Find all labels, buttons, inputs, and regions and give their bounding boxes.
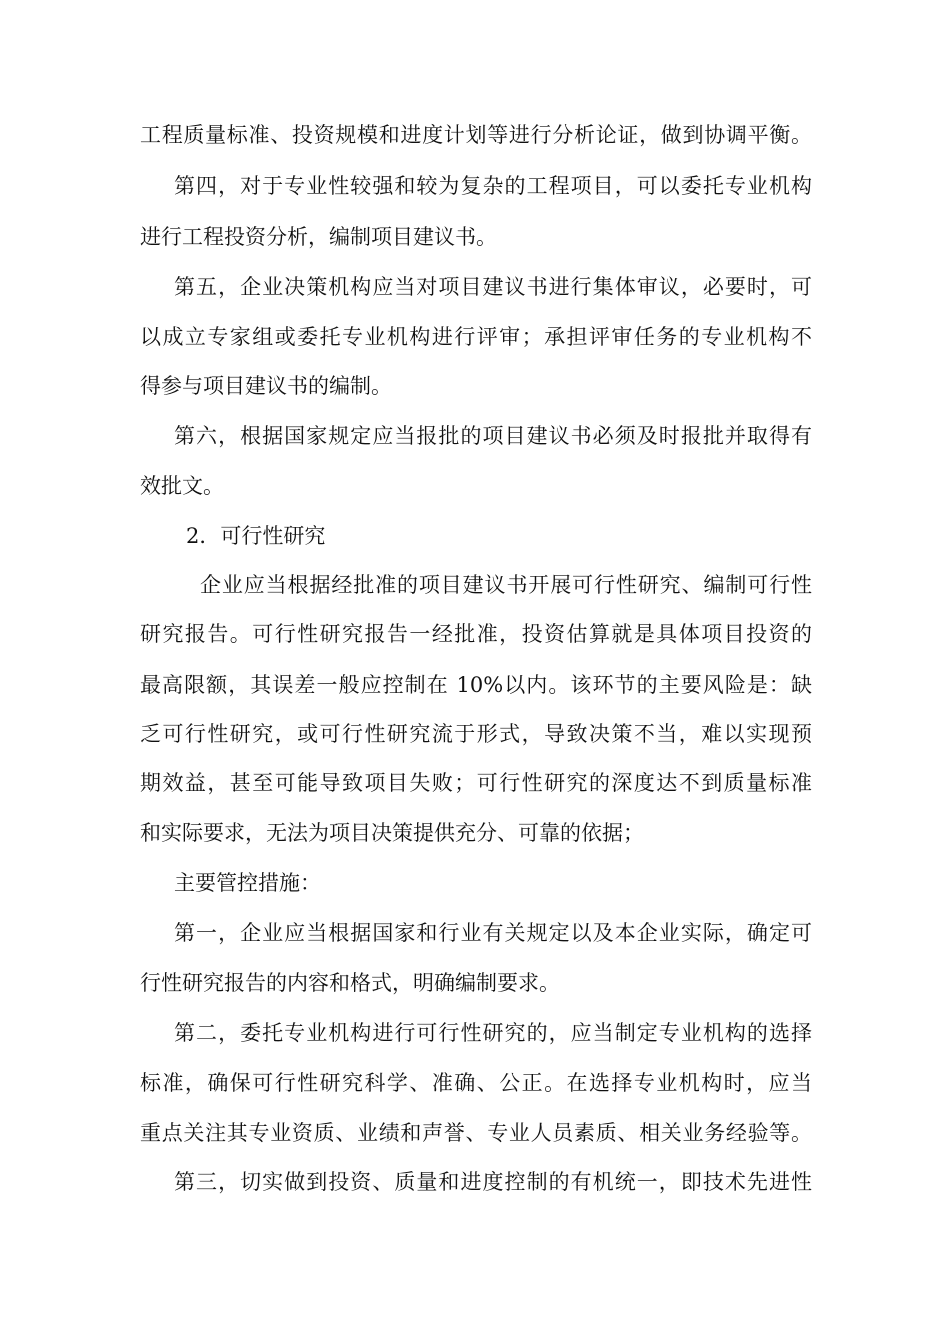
text-line: 进行工程投资分析，编制项目建议书。 [140,225,497,249]
paragraph-4-line: 第四，对于专业性较强和较为复杂的工程项目，可以委托专业机构 [174,174,812,198]
text-line: 和实际要求，无法为项目决策提供充分、可靠的依据； [140,821,644,845]
text-line: 最高限额，其误差一般应控制在 10%以内。该环节的主要风险是：缺 [140,673,812,697]
paragraph-line: 企业应当根据经批准的项目建议书开展可行性研究、编制可行性 [200,573,812,597]
section-heading: 2．可行性研究 [186,524,326,548]
paragraph-5-line: 第五，企业决策机构应当对项目建议书进行集体审议，必要时，可 [174,275,812,299]
paragraph-3-line: 第三，切实做到投资、质量和进度控制的有机统一，即技术先进性 [174,1170,812,1194]
text-line: 重点关注其专业资质、业绩和声誉、专业人员素质、相关业务经验等。 [140,1121,812,1145]
text-line: 标准，确保可行性研究科学、准确、公正。在选择专业机构时，应当 [140,1071,812,1095]
paragraph-6-line: 第六，根据国家规定应当报批的项目建议书必须及时报批并取得有 [174,424,812,448]
text-line: 行性研究报告的内容和格式，明确编制要求。 [140,971,560,995]
text-line: 研究报告。可行性研究报告一经批准，投资估算就是具体项目投资的 [140,622,812,646]
text-line: 期效益，甚至可能导致项目失败；可行性研究的深度达不到质量标准 [140,771,812,795]
text-line: 乏可行性研究，或可行性研究流于形式，导致决策不当，难以实现预 [140,722,812,746]
text-line: 效批文。 [140,474,224,498]
subheading-controls: 主要管控措施： [174,871,321,895]
paragraph-1-line: 第一，企业应当根据国家和行业有关规定以及本企业实际，确定可 [174,921,812,945]
paragraph-2-line: 第二，委托专业机构进行可行性研究的，应当制定专业机构的选择 [174,1021,812,1045]
text-line: 工程质量标准、投资规模和进度计划等进行分析论证，做到协调平衡。 [140,123,812,147]
text-line: 得参与项目建议书的编制。 [140,374,392,398]
text-line: 以成立专家组或委托专业机构进行评审；承担评审任务的专业机构不 [140,325,812,349]
